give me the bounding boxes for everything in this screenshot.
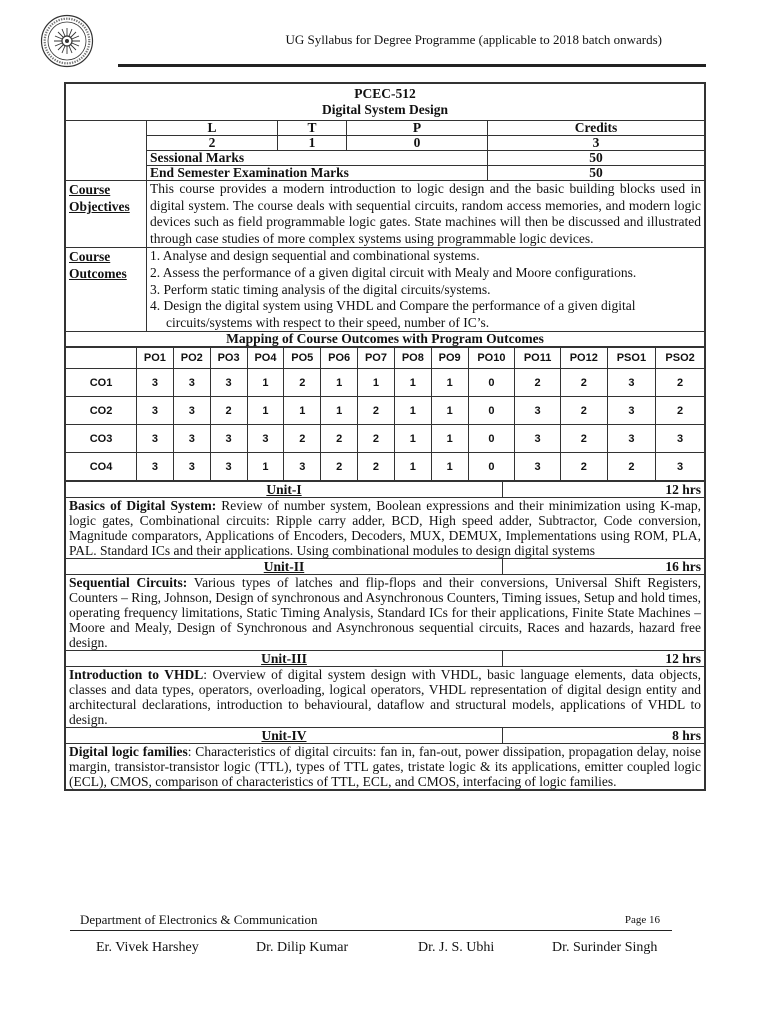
po-header: PO3 xyxy=(210,348,247,369)
sessional-value: 50 xyxy=(488,151,705,166)
po-header: PO4 xyxy=(247,348,284,369)
po-header: PO9 xyxy=(431,348,468,369)
objectives-label-line1: Course xyxy=(69,182,111,197)
mapping-cell: 3 xyxy=(137,425,174,453)
co-label: CO2 xyxy=(66,397,137,425)
signatory-name: Dr. J. S. Ubhi xyxy=(418,940,495,955)
unit-topic-heading: Digital logic families xyxy=(69,744,188,760)
outcome-item: 4. Design the digital system using VHDL and Compare the performance of a given digital xyxy=(150,298,636,314)
mapping-row xyxy=(66,369,705,397)
outcomes-label-line2: Outcomes xyxy=(69,266,127,282)
mapping-cell: 1 xyxy=(394,453,431,481)
endsem-label: End Semester Examination Marks xyxy=(147,166,488,181)
mapping-cell: 2 xyxy=(560,369,607,397)
footer-divider xyxy=(70,930,672,931)
mapping-row xyxy=(66,453,705,481)
page-number: Page 16 xyxy=(624,914,660,926)
signatory-name: Er. Vivek Harshey xyxy=(96,940,199,955)
mapping-row xyxy=(66,397,705,425)
co-label: CO1 xyxy=(66,369,137,397)
mapping-cell: 2 xyxy=(284,425,321,453)
mapping-cell: 2 xyxy=(210,397,247,425)
endsem-value: 50 xyxy=(488,166,705,181)
mapping-cell: 2 xyxy=(656,369,705,397)
university-seal-icon xyxy=(40,14,94,68)
mapping-cell: 3 xyxy=(607,369,656,397)
outcome-item: 3. Perform static timing analysis of the digital circuits/systems. xyxy=(150,281,491,297)
value-t: 1 xyxy=(278,136,347,151)
mapping-cell: 3 xyxy=(210,425,247,453)
mapping-title: Mapping of Course Outcomes with Program Outcomes xyxy=(66,332,705,347)
po-header: PO12 xyxy=(560,348,607,369)
header-p: P xyxy=(347,121,488,136)
value-p: 0 xyxy=(347,136,488,151)
mapping-row xyxy=(66,425,705,453)
mapping-cell: 2 xyxy=(560,397,607,425)
course-title-cell xyxy=(66,84,705,121)
mapping-cell: 3 xyxy=(515,397,561,425)
mapping-cell: 3 xyxy=(515,453,561,481)
mapping-cell: 1 xyxy=(247,397,284,425)
blank-cell xyxy=(66,121,147,181)
mapping-cell: 0 xyxy=(468,453,515,481)
unit-hours: 16 hrs xyxy=(503,559,705,575)
mapping-cell: 2 xyxy=(656,397,705,425)
mapping-cell: 1 xyxy=(321,397,358,425)
mapping-cell: 3 xyxy=(137,397,174,425)
unit-topic-heading: Basics of Digital System: xyxy=(69,498,217,514)
unit-content xyxy=(66,498,705,559)
outcomes-list xyxy=(147,248,705,332)
co-label: CO4 xyxy=(66,453,137,481)
mapping-cell: 1 xyxy=(247,369,284,397)
mapping-cell: 1 xyxy=(431,397,468,425)
unit-hours: 12 hrs xyxy=(503,651,705,667)
mapping-cell: 2 xyxy=(284,369,321,397)
mapping-cell: 3 xyxy=(656,453,705,481)
mapping-cell: 3 xyxy=(284,453,321,481)
po-header: PO8 xyxy=(394,348,431,369)
mapping-cell: 3 xyxy=(656,425,705,453)
syllabus-document xyxy=(64,82,706,791)
po-header: PO7 xyxy=(358,348,395,369)
mapping-cell: 3 xyxy=(137,453,174,481)
mapping-cell: 3 xyxy=(515,425,561,453)
mapping-cell: 3 xyxy=(247,425,284,453)
objectives-label-line2: Objectives xyxy=(69,199,130,214)
outcomes-label-line1: Course xyxy=(69,249,111,265)
mapping-cell: 3 xyxy=(173,397,210,425)
mapping-cell: 3 xyxy=(173,369,210,397)
outcome-item-continued: circuits/systems with respect to their speed, number of IC’s. xyxy=(166,314,490,330)
mapping-cell: 2 xyxy=(560,453,607,481)
pso-header: PSO2 xyxy=(656,348,705,369)
mapping-cell: 2 xyxy=(515,369,561,397)
mapping-cell: 1 xyxy=(247,453,284,481)
objectives-text: This course provides a modern introduction to logic design and the basic building blocks used in digital system. The course deals with sequential circuits, random access memories, and modern logic devices such as field programmable logic gates. State machines will then be discussed and illustrated through case studies of more complex systems using programmable logic devices. xyxy=(147,181,705,248)
co-po-mapping-table xyxy=(65,347,705,481)
footer-department: Department of Electronics & Communication xyxy=(80,912,318,927)
unit-hours: 8 hrs xyxy=(503,728,705,744)
po-header: PO2 xyxy=(173,348,210,369)
unit-topic-heading: Sequential Circuits: xyxy=(69,575,188,591)
sessional-label: Sessional Marks xyxy=(147,151,488,166)
mapping-cell: 1 xyxy=(394,425,431,453)
mapping-cell: 1 xyxy=(321,369,358,397)
mapping-cell: 1 xyxy=(394,369,431,397)
mapping-cell: 1 xyxy=(394,397,431,425)
mapping-cell: 2 xyxy=(321,453,358,481)
header-l: L xyxy=(147,121,278,136)
mapping-cell: 3 xyxy=(210,369,247,397)
unit-name: Unit-II xyxy=(66,559,503,575)
mapping-cell: 3 xyxy=(607,397,656,425)
unit-topic-text: Review of number system, Boolean expressions and their minimization using K-map, logic gates, Combinational circuits: Ripple carry adder, BCD, High speed adder, Subtractor, Code conversion, Magnitude comparators, Applications of Encoders, Decoders, MUX, DEMUX, Implementations using ROM, PLA, PAL. Standard ICs and their applications. Using combinational modules to design digital systems xyxy=(69,498,701,559)
unit-topic-text: Various types of latches and flip-flops and their conversions, Universal Shift Registers, Counters – Ring, Johnson, Design of synchronous and Asynchronous Counters, Timing issues, Setup and hold times, operating frequency limitations, Static Timing Analysis, Standard ICs for their applications, Finite State Machines – Moore and Mealy, Design of Synchronous and Asynchronous sequential circuits, Races and hazards, hazard free design. xyxy=(69,575,701,651)
unit-content xyxy=(66,575,705,651)
mapping-cell: 2 xyxy=(321,425,358,453)
header-credits: Credits xyxy=(488,121,705,136)
po-header: PO1 xyxy=(137,348,174,369)
mapping-cell: 1 xyxy=(284,397,321,425)
header-title: UG Syllabus for Degree Programme (applicable to 2018 batch onwards) xyxy=(285,32,662,47)
mapping-cell: 0 xyxy=(468,425,515,453)
unit-content xyxy=(66,667,705,728)
course-info-table xyxy=(65,83,705,347)
pso-header: PSO1 xyxy=(607,348,656,369)
unit-topic-text: : Characteristics of digital circuits: fan in, fan-out, power dissipation, propagation delay, noise margin, transistor-transistor logic (TTL), types of TTL gates, tristate logic & its applications, emitter coupled logic (ECL), CMOS, comparison of characteristics of TTL, ECL, and CMOS, interfacing of logic families. xyxy=(69,744,701,790)
po-header: PO6 xyxy=(321,348,358,369)
mapping-cell: 2 xyxy=(358,425,395,453)
mapping-cell: 3 xyxy=(210,453,247,481)
signatory-name: Dr. Surinder Singh xyxy=(552,940,658,955)
mapping-cell: 3 xyxy=(607,425,656,453)
outcome-item: 2. Assess the performance of a given digital circuit with Mealy and Moore configurations. xyxy=(150,264,637,280)
co-label: CO3 xyxy=(66,425,137,453)
course-code: PCEC-512 xyxy=(354,86,416,101)
header-t: T xyxy=(278,121,347,136)
mapping-corner-cell xyxy=(66,348,137,369)
mapping-cell: 3 xyxy=(173,453,210,481)
unit-content xyxy=(66,744,705,790)
mapping-cell: 2 xyxy=(358,453,395,481)
unit-topic-text: : Overview of digital system design with VHDL, basic language elements, data objects, classes and data types, operators, overloading, logical operators, VHDL representation of digital design entity and architectural declarations, introduction to behavioural, dataflow and structural models, applications of VHDL to design. xyxy=(69,667,701,728)
value-l: 2 xyxy=(147,136,278,151)
mapping-cell: 3 xyxy=(173,425,210,453)
outcomes-label xyxy=(66,248,147,332)
mapping-cell: 1 xyxy=(431,453,468,481)
mapping-cell: 1 xyxy=(431,425,468,453)
unit-name: Unit-III xyxy=(66,651,503,667)
mapping-cell: 0 xyxy=(468,369,515,397)
units-table xyxy=(65,481,705,790)
po-header: PO5 xyxy=(284,348,321,369)
unit-hours: 12 hrs xyxy=(503,482,705,498)
unit-topic-heading: Introduction to VHDL xyxy=(69,667,204,683)
po-header: PO11 xyxy=(515,348,561,369)
unit-name: Unit-IV xyxy=(66,728,503,744)
mapping-cell: 2 xyxy=(358,397,395,425)
course-title: Digital System Design xyxy=(322,102,448,117)
signatory-name: Dr. Dilip Kumar xyxy=(256,940,349,955)
mapping-cell: 2 xyxy=(560,425,607,453)
mapping-cell: 1 xyxy=(431,369,468,397)
mapping-cell: 3 xyxy=(137,369,174,397)
objectives-label xyxy=(66,181,147,248)
mapping-cell: 0 xyxy=(468,397,515,425)
po-header: PO10 xyxy=(468,348,515,369)
value-credits: 3 xyxy=(488,136,705,151)
unit-name: Unit-I xyxy=(66,482,503,498)
header-divider xyxy=(118,64,706,67)
mapping-cell: 1 xyxy=(358,369,395,397)
outcome-item: 1. Analyse and design sequential and combinational systems. xyxy=(150,248,480,264)
mapping-cell: 2 xyxy=(607,453,656,481)
